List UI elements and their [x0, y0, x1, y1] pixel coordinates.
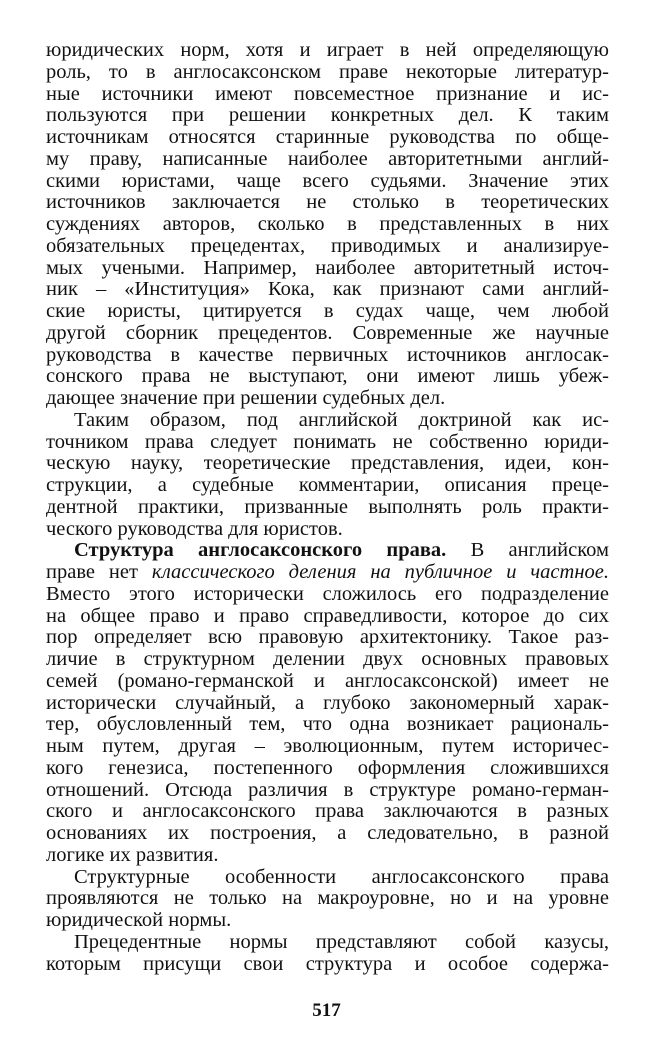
- text-line: му праву, написанные наиболее авторитетными англий-: [46, 148, 609, 170]
- text-line: суждениях авторов, сколько в представленных в них: [46, 214, 609, 235]
- text-line: обязательных прецедентах, приводимых и анализируе-: [46, 235, 609, 257]
- text-line: пользуются при решении конкретных дел. К таким: [46, 105, 609, 127]
- text-line: руководства в качестве первичных источников англосак-: [46, 344, 609, 366]
- text-line: Прецедентные нормы представляют собой казусы,: [74, 931, 609, 953]
- text-line: другой сборник прецедентов. Современные же научные: [46, 322, 609, 344]
- page-number: 517: [312, 1000, 341, 1021]
- section-heading: Структура англосаксонского права.: [74, 540, 447, 562]
- paragraph-5: [46, 932, 609, 976]
- text-line: основаниях их построения, а следовательно, в разной: [46, 823, 609, 844]
- text-line: личие в структурном делении двух основных правовых: [46, 649, 609, 670]
- text-line: ского и англосаксонского права заключаются в разных: [46, 801, 609, 823]
- text-line: исторически случайный, а глубоко закономерный харак-: [46, 692, 609, 714]
- paragraph-1: [46, 40, 609, 410]
- text-line: [46, 562, 609, 584]
- text-line: ческого руководства для юристов.: [46, 518, 343, 540]
- text-line: юридической нормы.: [46, 910, 232, 931]
- italic-emphasis: классического деления на публичное и частное.: [151, 562, 609, 583]
- text-line: ным путем, другая – эволюционным, путем историчес-: [46, 736, 609, 757]
- text-line: ские юристы, цитируется в судах чаще, чем любой: [46, 301, 609, 322]
- text-line: Таким образом, под английской доктриной как ис-: [74, 409, 609, 431]
- text-line: дентной практики, призванные выполнять роль практи-: [46, 496, 609, 518]
- text-line: пор определяет всю правовую архитектонику. Такое раз-: [46, 627, 609, 649]
- text-line: семей (романо-германской и англосаксонской) имеет не: [46, 670, 609, 692]
- text-line: логике их развития.: [46, 844, 219, 866]
- text-line: [46, 540, 609, 562]
- text-line: ник – «Институция» Кока, как признают сами англий-: [46, 279, 609, 301]
- text-line: мых учеными. Например, наиболее авторитетный источ-: [46, 257, 609, 279]
- line-plain-part: праве нет: [46, 562, 152, 583]
- text-line: источникам относятся старинные руководства по обще-: [46, 127, 609, 148]
- text-line: кого генезиса, постепенного оформления сложившихся: [46, 757, 609, 779]
- text-line: которым присущи свои структура и особое содержа-: [46, 953, 609, 975]
- text-line: Структурные особенности англосаксонского права: [74, 866, 609, 888]
- text-line: источников заключается не столько в теоретических: [46, 192, 609, 214]
- text-line: роль, то в англосаксонском праве некоторые литератур-: [46, 61, 609, 83]
- text-line: сонского права не выступают, они имеют лишь убеж-: [46, 366, 609, 388]
- text-line: отношений. Отсюда различия в структуре романо-герман-: [46, 779, 609, 801]
- heading-line-rest: В английском: [446, 540, 609, 562]
- text-line: скими юристами, чаще всего судьями. Значение этих: [46, 170, 609, 192]
- paragraph-2: [46, 410, 609, 541]
- paragraph-4: [46, 867, 609, 932]
- paragraph-3: [46, 540, 609, 866]
- text-line: дающее значение при решении судебных дел.: [46, 388, 446, 409]
- text-line: на общее право и право справедливости, которое до сих: [46, 605, 609, 627]
- text-line: Вместо этого исторически сложилось его подразделение: [46, 583, 609, 605]
- text-line: тер, обусловленный тем, что одна возникает рациональ-: [46, 714, 609, 736]
- text-line: ческую науку, теоретические представления, идеи, кон-: [46, 453, 609, 475]
- text-line: ные источники имеют повсеместное признание и ис-: [46, 83, 609, 105]
- text-line: точником права следует понимать не собственно юриди-: [46, 431, 609, 453]
- text-line: проявляются не только на макроуровне, но и на уровне: [46, 888, 609, 910]
- text-line: юридических норм, хотя и играет в ней определяющую: [46, 40, 609, 61]
- text-line: струкции, а судебные комментарии, описания преце-: [46, 475, 609, 496]
